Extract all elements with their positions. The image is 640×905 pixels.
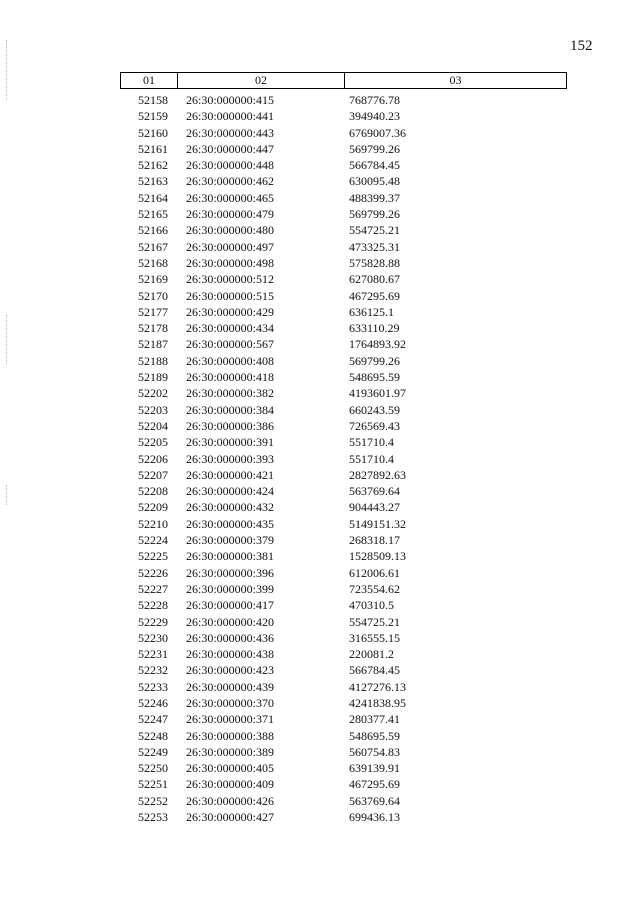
value-cell: 467295.69 bbox=[349, 777, 400, 792]
table-row bbox=[120, 434, 567, 450]
table-row bbox=[120, 679, 567, 695]
row-number-cell: 52247 bbox=[138, 712, 168, 727]
value-cell: 470310.5 bbox=[349, 598, 394, 613]
cadastral-number-cell: 26:30:000000:386 bbox=[186, 418, 275, 433]
row-number-cell: 52161 bbox=[138, 141, 168, 156]
row-number-cell: 52249 bbox=[138, 744, 168, 759]
column-header-02: 02 bbox=[178, 73, 345, 88]
table-row bbox=[120, 581, 567, 597]
cadastral-number-cell: 26:30:000000:429 bbox=[186, 304, 275, 319]
row-number-cell: 52158 bbox=[138, 93, 168, 107]
value-cell: 563769.64 bbox=[349, 484, 400, 499]
table-row bbox=[120, 304, 567, 320]
row-number-cell: 52178 bbox=[138, 321, 168, 336]
value-cell: 394940.23 bbox=[349, 109, 400, 124]
row-number-cell: 52203 bbox=[138, 402, 168, 417]
row-number-cell: 52231 bbox=[138, 647, 168, 662]
value-cell: 633110.29 bbox=[349, 321, 400, 336]
value-cell: 1764893.92 bbox=[349, 337, 406, 352]
value-cell: 639139.91 bbox=[349, 761, 400, 776]
cadastral-number-cell: 26:30:000000:439 bbox=[186, 679, 275, 694]
table-row bbox=[120, 467, 567, 483]
value-cell: 220081.2 bbox=[349, 647, 394, 662]
column-header-03: 03 bbox=[449, 73, 462, 87]
table-row bbox=[120, 711, 567, 727]
cadastral-number-cell: 26:30:000000:497 bbox=[186, 239, 275, 254]
table-row bbox=[120, 271, 567, 287]
table-row bbox=[120, 190, 567, 206]
value-cell: 554725.21 bbox=[349, 223, 400, 238]
value-cell: 563769.64 bbox=[349, 793, 400, 808]
table-row bbox=[120, 662, 567, 678]
value-cell: 569799.26 bbox=[349, 141, 400, 156]
value-cell: 630095.48 bbox=[349, 174, 400, 189]
table-row bbox=[120, 222, 567, 238]
row-number-cell: 52226 bbox=[138, 565, 168, 580]
margin-scan-marks-top bbox=[6, 40, 9, 100]
table-row bbox=[120, 793, 567, 809]
table-row bbox=[120, 141, 567, 157]
row-number-cell: 52164 bbox=[138, 190, 168, 205]
table-row bbox=[120, 288, 567, 304]
value-cell: 612006.61 bbox=[349, 565, 400, 580]
value-cell: 4127276.13 bbox=[349, 679, 406, 694]
value-cell: 2827892.63 bbox=[349, 467, 406, 482]
cadastral-number-cell: 26:30:000000:435 bbox=[186, 516, 275, 531]
table-row bbox=[120, 483, 567, 499]
row-number-cell: 52202 bbox=[138, 386, 168, 401]
table-row bbox=[120, 239, 567, 255]
value-cell: 5149151.32 bbox=[349, 516, 406, 531]
value-cell: 569799.26 bbox=[349, 207, 400, 222]
table-row bbox=[120, 125, 567, 141]
value-cell: 627080.67 bbox=[349, 272, 400, 287]
row-number-cell: 52230 bbox=[138, 630, 168, 645]
table-row bbox=[120, 548, 567, 564]
value-cell: 4193601.97 bbox=[349, 386, 406, 401]
value-cell: 6769007.36 bbox=[349, 125, 406, 140]
table-row bbox=[120, 809, 567, 825]
cadastral-number-cell: 26:30:000000:381 bbox=[186, 549, 275, 564]
row-number-cell: 52207 bbox=[138, 467, 168, 482]
value-cell: 268318.17 bbox=[349, 533, 400, 548]
row-number-cell: 52187 bbox=[138, 337, 168, 352]
value-cell: 548695.59 bbox=[349, 370, 400, 385]
table-row bbox=[120, 92, 567, 108]
cadastral-number-cell: 26:30:000000:479 bbox=[186, 207, 275, 222]
row-number-cell: 52177 bbox=[138, 304, 168, 319]
cadastral-number-cell: 26:30:000000:418 bbox=[186, 370, 275, 385]
cadastral-number-cell: 26:30:000000:498 bbox=[186, 255, 275, 270]
row-number-cell: 52246 bbox=[138, 695, 168, 710]
value-cell: 473325.31 bbox=[349, 239, 400, 254]
table-row bbox=[120, 385, 567, 401]
cadastral-number-cell: 26:30:000000:420 bbox=[186, 614, 275, 629]
table-row bbox=[120, 255, 567, 271]
cadastral-number-cell: 26:30:000000:405 bbox=[186, 761, 275, 776]
table-row bbox=[120, 320, 567, 336]
cadastral-number-cell: 26:30:000000:426 bbox=[186, 793, 275, 808]
table-row bbox=[120, 353, 567, 369]
cadastral-number-cell: 26:30:000000:441 bbox=[186, 109, 275, 124]
margin-scan-marks-lower bbox=[6, 485, 9, 505]
value-cell: 560754.83 bbox=[349, 744, 400, 759]
table-row bbox=[120, 369, 567, 385]
row-number-cell: 52229 bbox=[138, 614, 168, 629]
cadastral-number-cell: 26:30:000000:515 bbox=[186, 288, 275, 303]
row-number-cell: 52162 bbox=[138, 158, 168, 173]
cadastral-number-cell: 26:30:000000:448 bbox=[186, 158, 275, 173]
cadastral-number-cell: 26:30:000000:391 bbox=[186, 435, 275, 450]
table-row bbox=[120, 744, 567, 760]
cadastral-number-cell: 26:30:000000:432 bbox=[186, 500, 275, 515]
table-row bbox=[120, 336, 567, 352]
value-cell: 768776.78 bbox=[349, 93, 400, 107]
value-cell: 548695.59 bbox=[349, 728, 400, 743]
table-row bbox=[120, 630, 567, 646]
table-row bbox=[120, 695, 567, 711]
cadastral-number-cell: 26:30:000000:512 bbox=[186, 272, 275, 287]
cadastral-number-cell: 26:30:000000:389 bbox=[186, 744, 275, 759]
table-row bbox=[120, 418, 567, 434]
value-cell: 4241838.95 bbox=[349, 695, 406, 710]
value-cell: 1528509.13 bbox=[349, 549, 406, 564]
cadastral-number-cell: 26:30:000000:382 bbox=[186, 386, 275, 401]
cadastral-number-cell: 26:30:000000:409 bbox=[186, 777, 275, 792]
cadastral-number-cell: 26:30:000000:423 bbox=[186, 663, 275, 678]
table-body bbox=[120, 92, 567, 825]
table-row bbox=[120, 516, 567, 532]
table-header bbox=[120, 72, 567, 89]
row-number-cell: 52228 bbox=[138, 598, 168, 613]
cadastral-number-cell: 26:30:000000:465 bbox=[186, 190, 275, 205]
row-number-cell: 52205 bbox=[138, 435, 168, 450]
table-row bbox=[120, 173, 567, 189]
row-number-cell: 52165 bbox=[138, 207, 168, 222]
cadastral-number-cell: 26:30:000000:480 bbox=[186, 223, 275, 238]
row-number-cell: 52159 bbox=[138, 109, 168, 124]
table-row bbox=[120, 108, 567, 124]
value-cell: 726569.43 bbox=[349, 418, 400, 433]
table-row bbox=[120, 646, 567, 662]
value-cell: 636125.1 bbox=[349, 304, 394, 319]
row-number-cell: 52250 bbox=[138, 761, 168, 776]
row-number-cell: 52204 bbox=[138, 418, 168, 433]
value-cell: 566784.45 bbox=[349, 663, 400, 678]
cadastral-number-cell: 26:30:000000:447 bbox=[186, 141, 275, 156]
cadastral-number-cell: 26:30:000000:462 bbox=[186, 174, 275, 189]
value-cell: 467295.69 bbox=[349, 288, 400, 303]
cadastral-number-cell: 26:30:000000:415 bbox=[186, 93, 275, 107]
cadastral-number-cell: 26:30:000000:443 bbox=[186, 125, 275, 140]
value-cell: 280377.41 bbox=[349, 712, 400, 727]
column-header-01: 01 bbox=[121, 73, 178, 88]
row-number-cell: 52170 bbox=[138, 288, 168, 303]
row-number-cell: 52163 bbox=[138, 174, 168, 189]
value-cell: 551710.4 bbox=[349, 435, 394, 450]
value-cell: 551710.4 bbox=[349, 451, 394, 466]
table-row bbox=[120, 157, 567, 173]
cadastral-number-cell: 26:30:000000:393 bbox=[186, 451, 275, 466]
table-row bbox=[120, 760, 567, 776]
value-cell: 660243.59 bbox=[349, 402, 400, 417]
row-number-cell: 52232 bbox=[138, 663, 168, 678]
row-number-cell: 52253 bbox=[138, 810, 168, 825]
page-number: 152 bbox=[570, 38, 593, 54]
cadastral-number-cell: 26:30:000000:436 bbox=[186, 630, 275, 645]
table-row bbox=[120, 402, 567, 418]
cadastral-number-cell: 26:30:000000:379 bbox=[186, 533, 275, 548]
row-number-cell: 52167 bbox=[138, 239, 168, 254]
cadastral-number-cell: 26:30:000000:438 bbox=[186, 647, 275, 662]
cadastral-number-cell: 26:30:000000:427 bbox=[186, 810, 275, 825]
row-number-cell: 52210 bbox=[138, 516, 168, 531]
value-cell: 316555.15 bbox=[349, 630, 400, 645]
row-number-cell: 52208 bbox=[138, 484, 168, 499]
cadastral-number-cell: 26:30:000000:567 bbox=[186, 337, 275, 352]
table-row bbox=[120, 776, 567, 792]
row-number-cell: 52168 bbox=[138, 255, 168, 270]
row-number-cell: 52209 bbox=[138, 500, 168, 515]
margin-scan-marks-middle bbox=[6, 315, 9, 365]
row-number-cell: 52227 bbox=[138, 581, 168, 596]
value-cell: 723554.62 bbox=[349, 581, 400, 596]
table-row bbox=[120, 597, 567, 613]
cadastral-number-cell: 26:30:000000:388 bbox=[186, 728, 275, 743]
table-row bbox=[120, 614, 567, 630]
row-number-cell: 52160 bbox=[138, 125, 168, 140]
cadastral-number-cell: 26:30:000000:417 bbox=[186, 598, 275, 613]
table-row bbox=[120, 728, 567, 744]
cadastral-number-cell: 26:30:000000:408 bbox=[186, 353, 275, 368]
row-number-cell: 52225 bbox=[138, 549, 168, 564]
row-number-cell: 52169 bbox=[138, 272, 168, 287]
table-row bbox=[120, 499, 567, 515]
cadastral-number-cell: 26:30:000000:396 bbox=[186, 565, 275, 580]
cadastral-number-cell: 26:30:000000:421 bbox=[186, 467, 275, 482]
row-number-cell: 52206 bbox=[138, 451, 168, 466]
row-number-cell: 52248 bbox=[138, 728, 168, 743]
table-row bbox=[120, 532, 567, 548]
table-row bbox=[120, 206, 567, 222]
row-number-cell: 52251 bbox=[138, 777, 168, 792]
table-row bbox=[120, 451, 567, 467]
value-cell: 904443.27 bbox=[349, 500, 400, 515]
value-cell: 575828.88 bbox=[349, 255, 400, 270]
cadastral-number-cell: 26:30:000000:424 bbox=[186, 484, 275, 499]
row-number-cell: 52188 bbox=[138, 353, 168, 368]
cadastral-number-cell: 26:30:000000:370 bbox=[186, 695, 275, 710]
row-number-cell: 52189 bbox=[138, 370, 168, 385]
row-number-cell: 52233 bbox=[138, 679, 168, 694]
cadastral-number-cell: 26:30:000000:434 bbox=[186, 321, 275, 336]
cadastral-number-cell: 26:30:000000:384 bbox=[186, 402, 275, 417]
table-row bbox=[120, 565, 567, 581]
value-cell: 488399.37 bbox=[349, 190, 400, 205]
value-cell: 566784.45 bbox=[349, 158, 400, 173]
cadastral-number-cell: 26:30:000000:399 bbox=[186, 581, 275, 596]
value-cell: 554725.21 bbox=[349, 614, 400, 629]
row-number-cell: 52224 bbox=[138, 533, 168, 548]
value-cell: 569799.26 bbox=[349, 353, 400, 368]
value-cell: 699436.13 bbox=[349, 810, 400, 825]
cadastral-number-cell: 26:30:000000:371 bbox=[186, 712, 275, 727]
row-number-cell: 52166 bbox=[138, 223, 168, 238]
row-number-cell: 52252 bbox=[138, 793, 168, 808]
